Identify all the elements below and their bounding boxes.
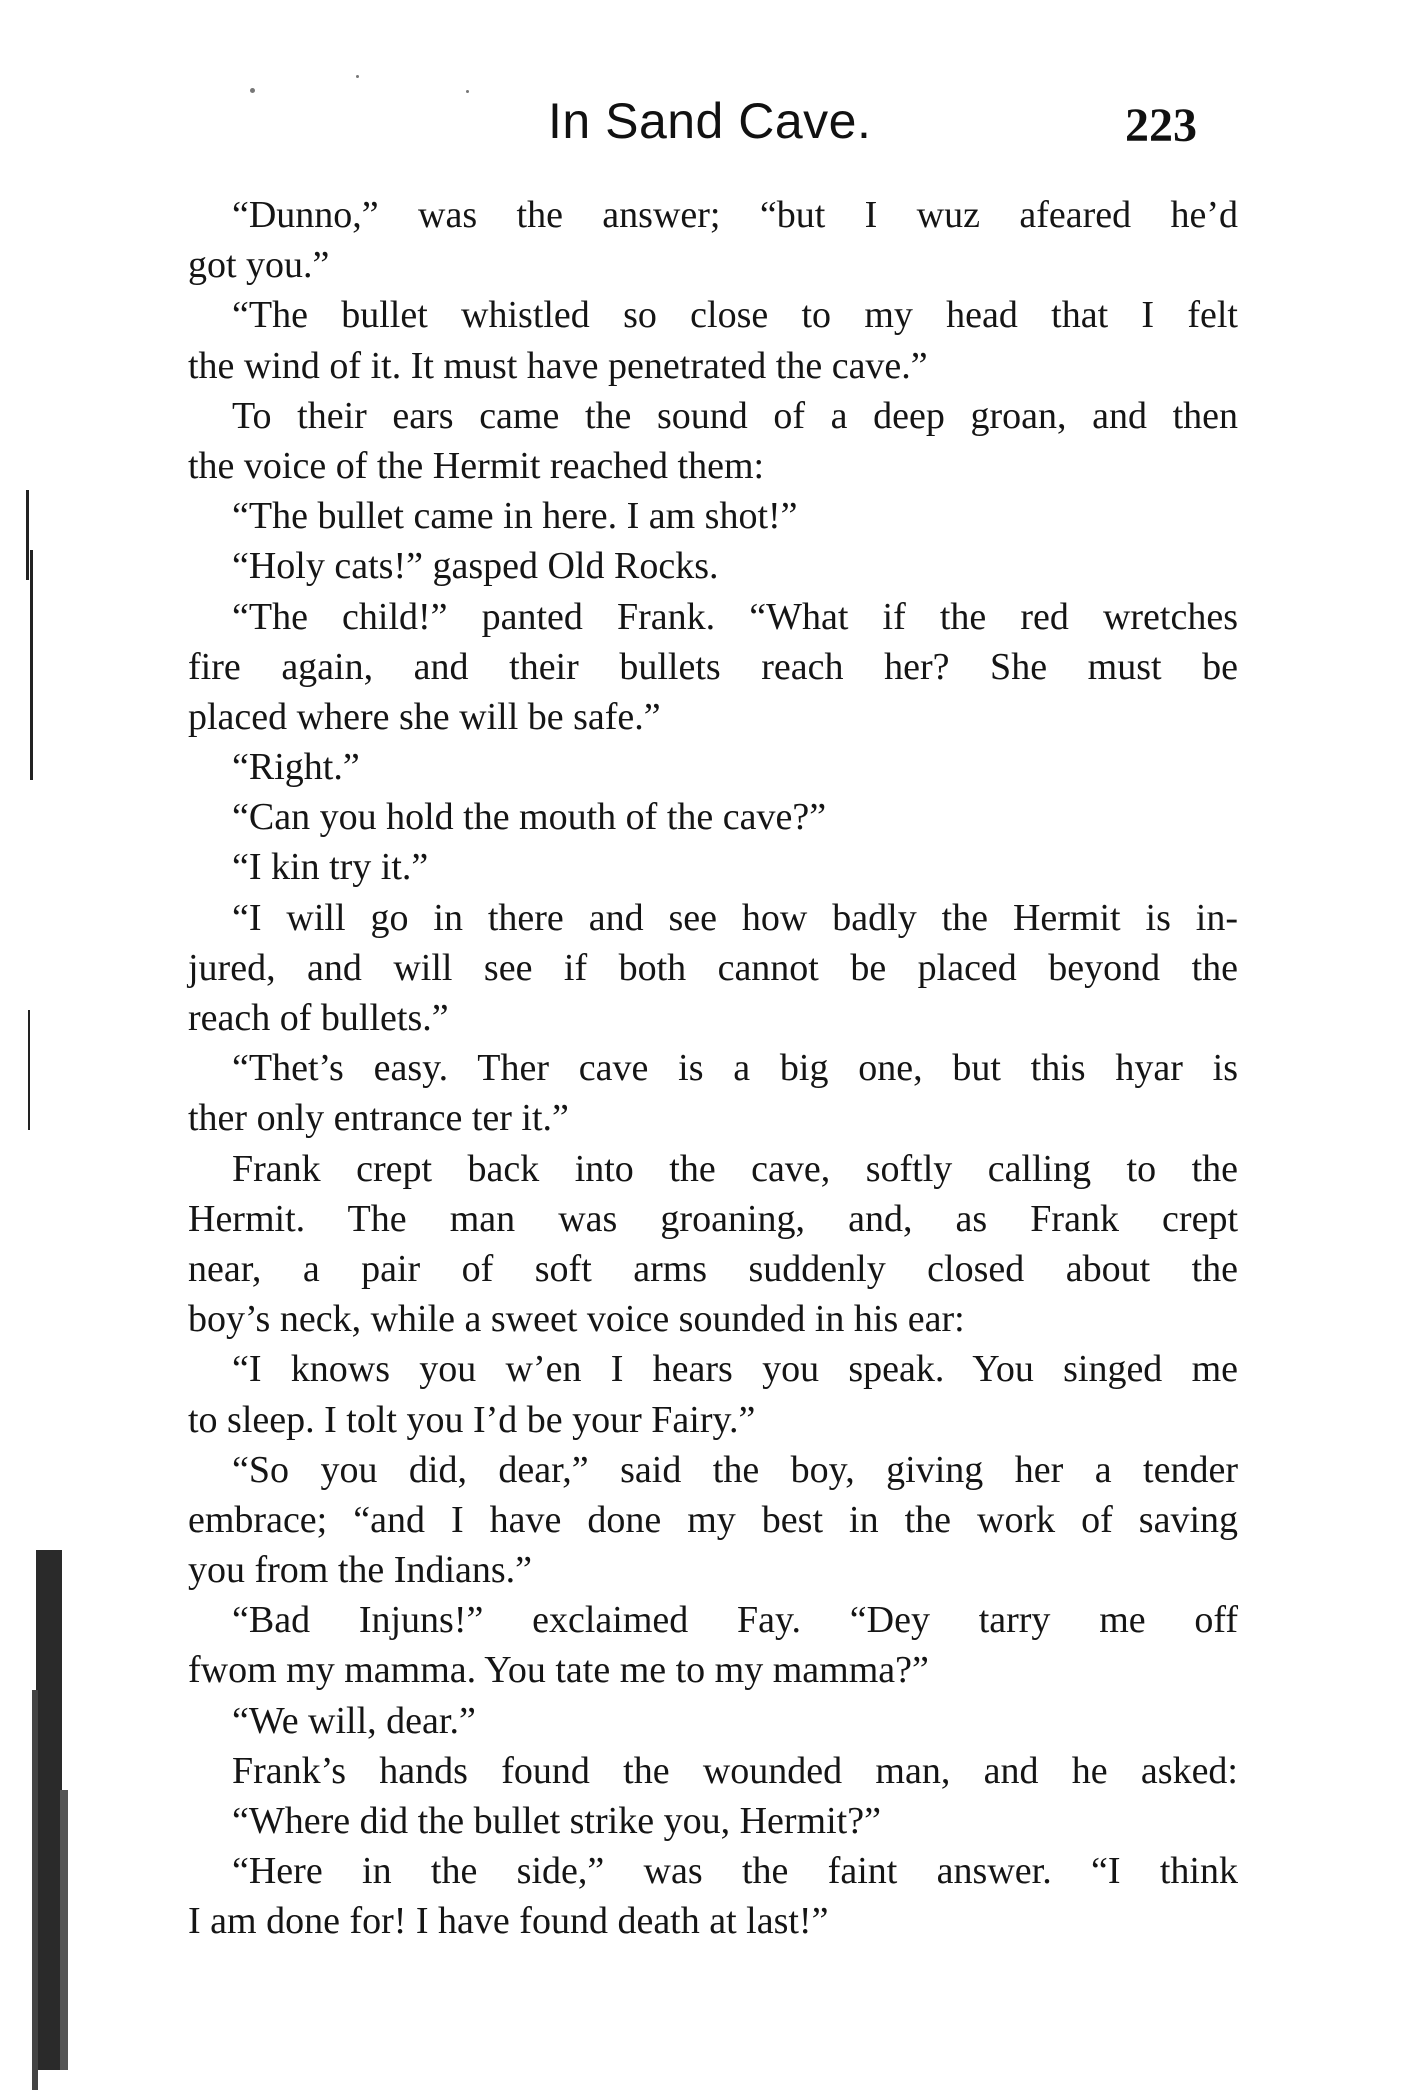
text-line: “I knows you w’en I hears you speak. You singed me: [232, 1348, 1238, 1391]
text-line: near, a pair of soft arms suddenly closed about the: [188, 1247, 1238, 1290]
text-line: “The bullet whistled so close to my head that I felt: [232, 294, 1238, 337]
running-title: In Sand Cave.: [548, 93, 872, 149]
text-line: “Can you hold the mouth of the cave?”: [232, 796, 827, 839]
text-line: got you.”: [188, 244, 330, 287]
text-line: I am done for! I have found death at last!”: [188, 1900, 829, 1943]
text-line: “Dunno,” was the answer; “but I wuz afeared he’d: [232, 194, 1238, 236]
text-line: “So you did, dear,” said the boy, giving her a tender: [232, 1448, 1238, 1491]
text-line: to sleep. I tolt you I’d be your Fairy.”: [188, 1398, 756, 1441]
text-line: “Holy cats!” gasped Old Rocks.: [232, 545, 719, 588]
text-line: “We will, dear.”: [232, 1699, 476, 1742]
scan-speck: [466, 90, 469, 93]
text-line: reach of bullets.”: [188, 997, 449, 1039]
text-line: “Right.”: [232, 746, 360, 789]
text-line: jured, and will see if both cannot be placed beyond the: [188, 946, 1238, 989]
scan-speck: [250, 88, 255, 93]
page-number: 223: [1125, 99, 1197, 152]
text-line: “The bullet came in here. I am shot!”: [232, 495, 798, 538]
text-line: “I kin try it.”: [232, 846, 429, 889]
text-line: “Here in the side,” was the faint answer. “I think: [232, 1850, 1238, 1893]
text-line: “Where did the bullet strike you, Hermit?”: [232, 1800, 881, 1842]
text-line: “I will go in there and see how badly the Hermit is in-: [232, 896, 1238, 939]
text-line: Frank’s hands found the wounded man, and he asked:: [232, 1749, 1238, 1792]
text-line: Hermit. The man was groaning, and, as Frank crept: [188, 1197, 1238, 1240]
scan-speck: [356, 75, 359, 78]
text-line: To their ears came the sound of a deep groan, and then: [232, 394, 1238, 437]
text-line: you from the Indians.”: [188, 1549, 533, 1592]
text-line: the wind of it. It must have penetrated the cave.”: [188, 344, 928, 387]
text-line: boy’s neck, while a sweet voice sounded in his ear:: [188, 1298, 965, 1341]
text-line: placed where she will be safe.”: [188, 695, 661, 738]
binding-edge-shadow: [20, 490, 80, 2090]
text-line: Frank crept back into the cave, softly calling to the: [232, 1147, 1238, 1190]
text-line: fwom my mamma. You tate me to my mamma?”: [188, 1649, 929, 1692]
text-line: “Bad Injuns!” exclaimed Fay. “Dey tarry me off: [232, 1599, 1238, 1642]
text-line: ther only entrance ter it.”: [188, 1097, 569, 1140]
text-line: the voice of the Hermit reached them:: [188, 444, 765, 487]
text-line: embrace; “and I have done my best in the work of saving: [188, 1498, 1238, 1541]
text-line: “The child!” panted Frank. “What if the red wretches: [232, 595, 1238, 638]
page-header: [0, 92, 1410, 162]
body-text: [188, 190, 1238, 1947]
text-line: “Thet’s easy. Ther cave is a big one, but this hyar is: [232, 1047, 1238, 1090]
text-line: fire again, and their bullets reach her? She must be: [188, 645, 1238, 688]
